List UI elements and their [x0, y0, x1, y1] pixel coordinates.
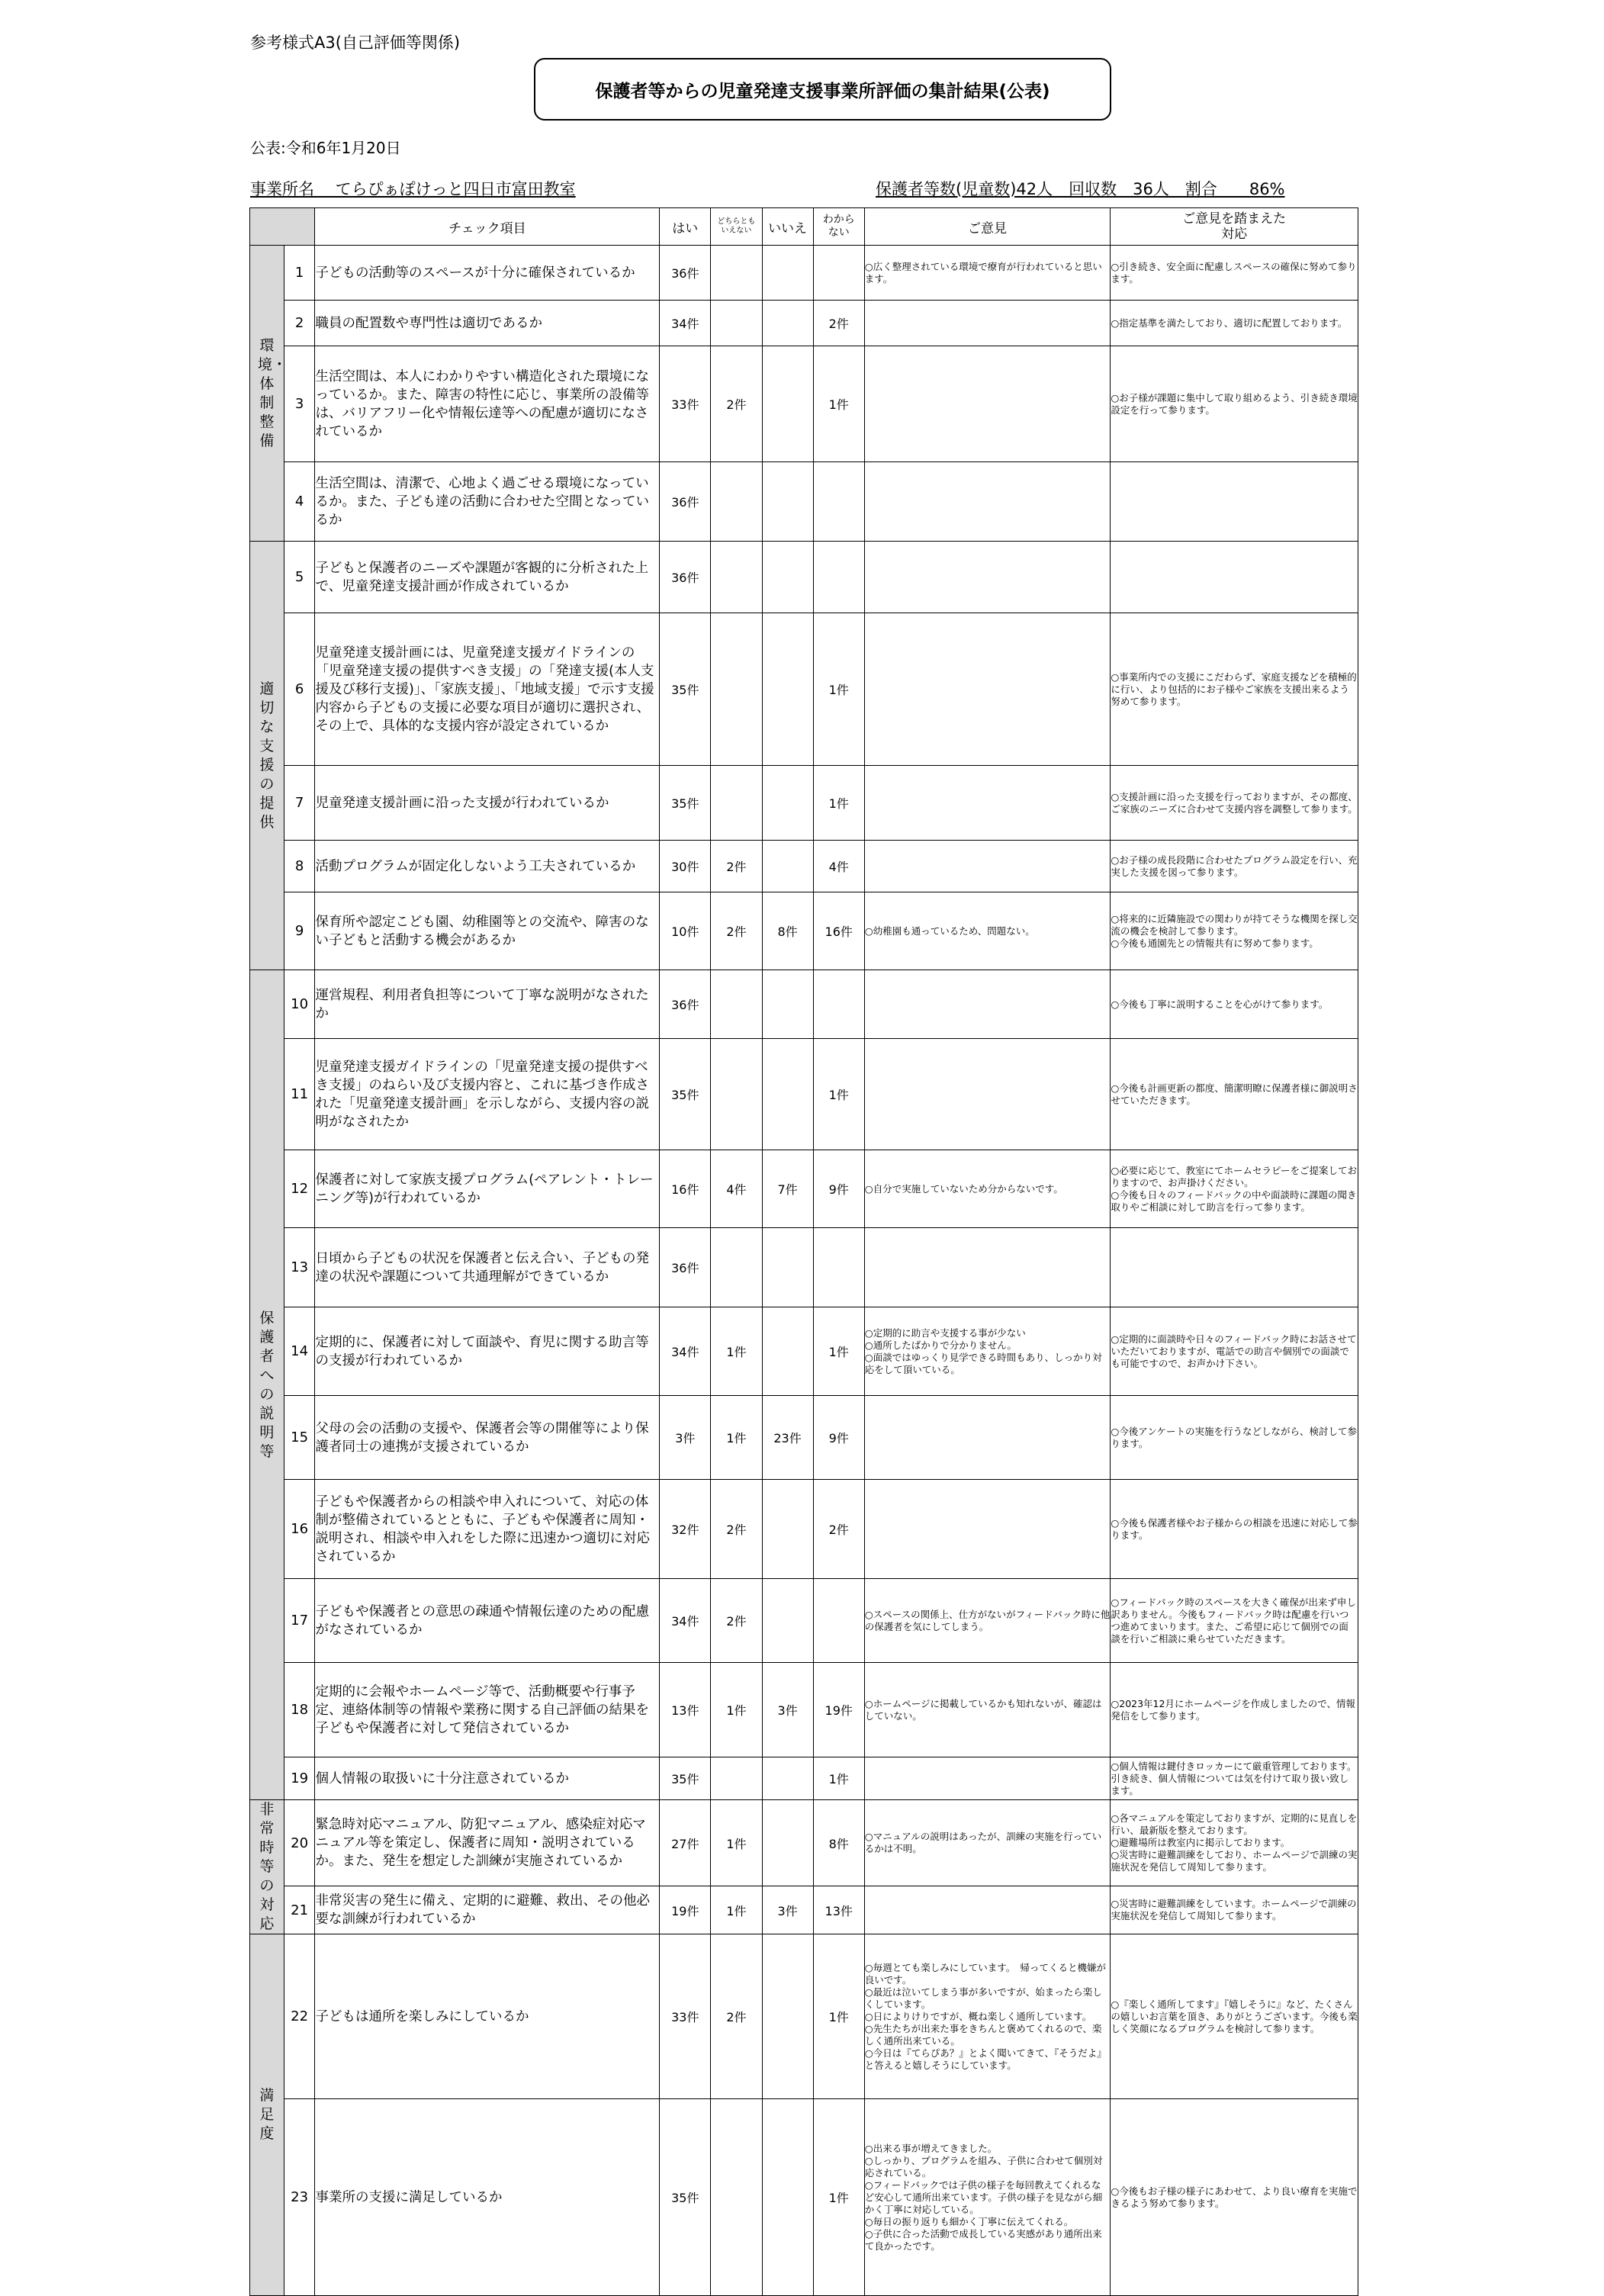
count-yes: 3件 [660, 1396, 711, 1480]
check-item: 生活空間は、清潔で、心地よく過ごせる環境になっているか。また、子ども達の活動に合わせた空間となっているか [315, 462, 660, 542]
check-item: 生活空間は、本人にわかりやすい構造化された環境になっているか。また、障害の特性に応じ、事業所の設備等は、バリアフリー化や情報伝達等への配慮が適切になされているか [315, 346, 660, 462]
count-neither [711, 1228, 762, 1307]
category-label: 非常時等の対応 [259, 1801, 275, 1932]
item-number: 15 [284, 1396, 315, 1480]
count-yes: 33件 [660, 346, 711, 462]
count-unknown: 1件 [813, 1934, 864, 2099]
count-yes: 35件 [660, 1039, 711, 1150]
category-label: 適切な支援の提供 [259, 680, 275, 831]
count-yes: 36件 [660, 462, 711, 542]
check-item: 父母の会の活動の支援や、保護者会等の開催等により保護者同士の連携が支援されているか [315, 1396, 660, 1480]
item-number: 3 [284, 346, 315, 462]
item-number: 11 [284, 1039, 315, 1150]
count-unknown [813, 542, 864, 613]
opinion-cell: ○スペースの関係上、仕方がないがフィードバック時に他の保護者を気にしてしまう。 [864, 1579, 1111, 1663]
count-unknown: 1件 [813, 2099, 864, 2296]
count-no [762, 1307, 813, 1396]
opinion-cell [864, 970, 1111, 1039]
count-unknown: 1件 [813, 1307, 864, 1396]
response-cell [1111, 462, 1358, 542]
opinion-cell [864, 1228, 1111, 1307]
opinion-cell [864, 1480, 1111, 1579]
response-cell: ○今後も保護者様やお子様からの相談を迅速に対応して参ります。 [1111, 1480, 1358, 1579]
item-number: 10 [284, 970, 315, 1039]
check-item: 子どもの活動等のスペースが十分に確保されているか [315, 246, 660, 301]
count-yes: 35件 [660, 2099, 711, 2296]
opinion-cell [864, 1886, 1111, 1934]
item-number: 5 [284, 542, 315, 613]
response-cell [1111, 1228, 1358, 1307]
count-yes: 27件 [660, 1800, 711, 1886]
count-yes: 34件 [660, 1579, 711, 1663]
count-neither: 1件 [711, 1307, 762, 1396]
category-label: 満足度 [259, 2087, 275, 2142]
response-cell: ○各マニュアルを策定しておりますが、定期的に見直しを行い、最新版を整えております。 ○避難場所は教室内に掲示しております。 ○災害時に避難訓練をしており、ホームページで訓練の実施状況を発信して周知して参ります。 [1111, 1800, 1358, 1886]
count-yes: 35件 [660, 1757, 711, 1800]
response-cell: ○事業所内での支援にこだわらず、家庭支援などを積極的に行い、より包括的にお子様やご家族を支援出来るよう努めて参ります。 [1111, 613, 1358, 766]
table-row [250, 841, 1358, 892]
count-no [762, 2099, 813, 2296]
count-yes: 34件 [660, 1307, 711, 1396]
count-no [762, 1579, 813, 1663]
count-no [762, 970, 813, 1039]
count-neither: 4件 [711, 1150, 762, 1228]
page-title: 保護者等からの児童発達支援事業所評価の集計結果(公表) [534, 58, 1111, 121]
count-neither: 2件 [711, 892, 762, 970]
response-cell: ○定期的に面談時や日々のフィードバック時にお話させていただいておりますが、電話での助言や個別での面談でも可能ですので、お声かけ下さい。 [1111, 1307, 1358, 1396]
count-unknown: 1件 [813, 613, 864, 766]
item-number: 6 [284, 613, 315, 766]
item-number: 18 [284, 1663, 315, 1757]
count-no [762, 1934, 813, 2099]
opinion-cell: ○マニュアルの説明はあったが、訓練の実施を行っているかは不明。 [864, 1800, 1111, 1886]
count-no [762, 841, 813, 892]
count-yes: 36件 [660, 970, 711, 1039]
count-yes: 34件 [660, 301, 711, 346]
response-cell: ○今後も計画更新の都度、簡潔明瞭に保護者様に御説明させていただきます。 [1111, 1039, 1358, 1150]
count-neither [711, 2099, 762, 2296]
opinion-cell [864, 766, 1111, 841]
count-yes: 36件 [660, 1228, 711, 1307]
count-no [762, 766, 813, 841]
count-yes: 36件 [660, 246, 711, 301]
check-item: 保護者に対して家族支援プログラム(ペアレント・トレーニング等)が行われているか [315, 1150, 660, 1228]
count-unknown: 1件 [813, 766, 864, 841]
item-number: 13 [284, 1228, 315, 1307]
count-unknown: 1件 [813, 1757, 864, 1800]
opinion-cell [864, 1757, 1111, 1800]
header-neither: どちらとも いえない [711, 208, 762, 246]
table-row [250, 1307, 1358, 1396]
count-unknown [813, 246, 864, 301]
count-neither [711, 301, 762, 346]
count-neither [711, 1039, 762, 1150]
count-unknown: 13件 [813, 1886, 864, 1934]
item-number: 23 [284, 2099, 315, 2296]
response-cell: ○支援計画に沿った支援を行っておりますが、その都度、ご家族のニーズに合わせて支援内容を調整して参ります。 [1111, 766, 1358, 841]
count-unknown [813, 1228, 864, 1307]
item-number: 22 [284, 1934, 315, 2099]
count-unknown [813, 970, 864, 1039]
table-row [250, 1228, 1358, 1307]
table-row [250, 970, 1358, 1039]
table-row [250, 2099, 1358, 2296]
table-row [250, 1934, 1358, 2099]
opinion-cell: ○ホームページに掲載しているかも知れないが、確認はしていない。 [864, 1663, 1111, 1757]
check-item: 子どもや保護者との意思の疎通や情報伝達のための配慮がなされているか [315, 1579, 660, 1663]
count-unknown: 9件 [813, 1396, 864, 1480]
response-cell: ○災害時に避難訓練をしています。ホームページで訓練の実施状況を発信して周知して参ります。 [1111, 1886, 1358, 1934]
item-number: 8 [284, 841, 315, 892]
count-no [762, 1800, 813, 1886]
response-cell: ○指定基準を満たしており、適切に配置しております。 [1111, 301, 1358, 346]
count-no: 23件 [762, 1396, 813, 1480]
check-item: 児童発達支援計画には、児童発達支援ガイドラインの「児童発達支援の提供すべき支援」の「発達支援(本人支援及び移行支援)」、「家族支援」、「地域支援」で示す支援内容から子どもの支援に必要な項目が適切に選択され、その上で、具体的な支援内容が設定されているか [315, 613, 660, 766]
count-neither [711, 246, 762, 301]
opinion-cell: ○出来る事が増えてきました。 ○しっかり、プログラムを組み、子供に合わせて個別対応されている。 ○フィードバックでは子供の様子を毎回教えてくれるなど安心して通所出来ています。子供の様子を見ながら細かく丁寧に対応している。 ○毎日の振り返りも細かく丁寧に伝えてくれる。 ○子供に合った活動で成長している実感があり通所出来て良かったです。 [864, 2099, 1111, 2296]
table-row [250, 542, 1358, 613]
opinion-cell [864, 1396, 1111, 1480]
response-cell: ○引き続き、安全面に配慮しスペースの確保に努めて参ります。 [1111, 246, 1358, 301]
count-no: 8件 [762, 892, 813, 970]
count-no [762, 542, 813, 613]
category-cell [250, 1934, 284, 2296]
count-neither [711, 542, 762, 613]
opinion-cell [864, 841, 1111, 892]
count-no: 3件 [762, 1663, 813, 1757]
check-item: 事業所の支援に満足しているか [315, 2099, 660, 2296]
header-no: いいえ [762, 208, 813, 246]
count-no [762, 1480, 813, 1579]
item-number: 21 [284, 1886, 315, 1934]
count-no [762, 462, 813, 542]
count-unknown [813, 462, 864, 542]
check-item: 子どもや保護者からの相談や申入れについて、対応の体制が整備されているとともに、子どもや保護者に周知・説明され、相談や申入れをした際に迅速かつ適切に対応されているか [315, 1480, 660, 1579]
item-number: 7 [284, 766, 315, 841]
count-unknown: 19件 [813, 1663, 864, 1757]
response-cell: ○フィードバック時のスペースを大きく確保が出来ず申し訳ありません。今後もフィードバック時は配慮を行いつつ進めてまいります。また、ご希望に応じて個別での面談を行いご相談に乗らせていただきます。 [1111, 1579, 1358, 1663]
opinion-cell: ○定期的に助言や支援する事が少ない ○通所したばかりで分かりません。 ○面談ではゆっくり見学できる時間もあり、しっかり対応をして頂いている。 [864, 1307, 1111, 1396]
table-row [250, 1480, 1358, 1579]
opinion-cell [864, 346, 1111, 462]
count-yes: 32件 [660, 1480, 711, 1579]
check-item: 運営規程、利用者負担等について丁寧な説明がなされたか [315, 970, 660, 1039]
item-number: 9 [284, 892, 315, 970]
evaluation-table [249, 207, 1358, 2296]
response-cell: ○今後もお子様の様子にあわせて、より良い療育を実施できるよう努めて参ります。 [1111, 2099, 1358, 2296]
item-number: 12 [284, 1150, 315, 1228]
count-no [762, 346, 813, 462]
response-cell: ○必要に応じて、教室にてホームセラピーをご提案しておりますので、お声掛けください。 ○今後も日々のフィードバックの中や面談時に課題の聞き取りやご相談に対して助言を行って参ります。 [1111, 1150, 1358, 1228]
check-item: 個人情報の取扱いに十分注意されているか [315, 1757, 660, 1800]
opinion-cell: ○広く整理されている環境で療育が行われていると思います。 [864, 246, 1111, 301]
check-item: 非常災害の発生に備え、定期的に避難、救出、その他必要な訓練が行われているか [315, 1886, 660, 1934]
item-number: 20 [284, 1800, 315, 1886]
table-row [250, 346, 1358, 462]
header-response: ご意見を踏まえた 対応 [1111, 208, 1358, 246]
check-item: 活動プログラムが固定化しないよう工夫されているか [315, 841, 660, 892]
category-cell [250, 970, 284, 1800]
header-unknown: わから ない [813, 208, 864, 246]
opinion-cell [864, 613, 1111, 766]
count-unknown: 8件 [813, 1800, 864, 1886]
response-cell: ○個人情報は鍵付きロッカーにて厳重管理しております。引き続き、個人情報については気を付けて取り扱い致します。 [1111, 1757, 1358, 1800]
count-no [762, 1039, 813, 1150]
table-row [250, 613, 1358, 766]
item-number: 16 [284, 1480, 315, 1579]
item-number: 17 [284, 1579, 315, 1663]
table-row [250, 1886, 1358, 1934]
header-yes: はい [660, 208, 711, 246]
survey-stats: 保護者等数(児童数)42人 回収数 36人 割合 86% [876, 180, 1285, 198]
count-unknown: 16件 [813, 892, 864, 970]
check-item: 児童発達支援ガイドラインの「児童発達支援の提供すべき支援」のねらい及び支援内容と、これに基づき作成された「児童発達支援計画」を示しながら、支援内容の説明がなされたか [315, 1039, 660, 1150]
count-no [762, 301, 813, 346]
count-unknown: 2件 [813, 1480, 864, 1579]
opinion-cell [864, 1039, 1111, 1150]
response-cell: ○『楽しく通所してます』『嬉しそうに』など、たくさんの嬉しいお言葉を頂き、ありがとうございます。今後も楽しく笑顔になるプログラムを検討して参ります。 [1111, 1934, 1358, 2099]
table-row [250, 1396, 1358, 1480]
count-unknown: 2件 [813, 301, 864, 346]
check-item: 職員の配置数や専門性は適切であるか [315, 301, 660, 346]
response-cell: ○将来的に近隣施設での関わりが持てそうな機関を探し交流の機会を検討して参ります。 ○今後も通園先との情報共有に努めて参ります。 [1111, 892, 1358, 970]
table-row [250, 301, 1358, 346]
count-unknown: 1件 [813, 346, 864, 462]
check-item: 保育所や認定こども園、幼稚園等との交流や、障害のない子どもと活動する機会があるか [315, 892, 660, 970]
count-yes: 35件 [660, 613, 711, 766]
response-cell: ○お子様が課題に集中して取り組めるよう、引き続き環境設定を行って参ります。 [1111, 346, 1358, 462]
response-cell: ○お子様の成長段階に合わせたプログラム設定を行い、充実した支援を図って参ります。 [1111, 841, 1358, 892]
table-row [250, 1663, 1358, 1757]
table-row [250, 1800, 1358, 1886]
count-no: 7件 [762, 1150, 813, 1228]
header-check-item: チェック項目 [315, 208, 660, 246]
office-name: 事業所名 てらぴぁぽけっと四日市富田教室 [250, 180, 576, 198]
count-yes: 35件 [660, 766, 711, 841]
count-neither: 2件 [711, 1579, 762, 1663]
count-no [762, 613, 813, 766]
opinion-cell [864, 301, 1111, 346]
count-no [762, 1757, 813, 1800]
table-row [250, 1150, 1358, 1228]
count-yes: 33件 [660, 1934, 711, 2099]
item-number: 19 [284, 1757, 315, 1800]
opinion-cell: ○自分で実施していないため分からないです。 [864, 1150, 1111, 1228]
header-opinion: ご意見 [864, 208, 1111, 246]
count-no [762, 1228, 813, 1307]
category-label: 保護者への説明等 [259, 1309, 275, 1460]
count-yes: 36件 [660, 542, 711, 613]
check-item: 緊急時対応マニュアル、防犯マニュアル、感染症対応マニュアル等を策定し、保護者に周知・説明されているか。また、発生を想定した訓練が実施されているか [315, 1800, 660, 1886]
response-cell: ○今後も丁寧に説明することを心がけて参ります。 [1111, 970, 1358, 1039]
count-unknown: 9件 [813, 1150, 864, 1228]
table-row [250, 766, 1358, 841]
count-neither: 2件 [711, 1934, 762, 2099]
count-neither [711, 970, 762, 1039]
response-cell: ○今後アンケートの実施を行うなどしながら、検討して参ります。 [1111, 1396, 1358, 1480]
item-number: 1 [284, 246, 315, 301]
count-yes: 16件 [660, 1150, 711, 1228]
count-yes: 30件 [660, 841, 711, 892]
count-no: 3件 [762, 1886, 813, 1934]
table-row [250, 246, 1358, 301]
count-neither [711, 766, 762, 841]
table-row [250, 1757, 1358, 1800]
count-unknown: 1件 [813, 1039, 864, 1150]
table-row [250, 1579, 1358, 1663]
check-item: 児童発達支援計画に沿った支援が行われているか [315, 766, 660, 841]
category-cell [250, 542, 284, 970]
item-number: 14 [284, 1307, 315, 1396]
count-no [762, 246, 813, 301]
category-cell [250, 1800, 284, 1934]
opinion-cell: ○毎週とても楽しみにしています。 帰ってくると機嫌が良いです。 ○最近は泣いてしまう事が多いですが、始まったら楽しくしています。 ○日によりけりですが、概ね楽しく通所しています。 ○先生たちが出来た事をきちんと褒めてくれるので、楽しく通所出来ている。 ○今日は『てらぴあ？』とよく聞いてきて、『そうだよ』と答えると嬉しそうにしています。 [864, 1934, 1111, 2099]
category-cell [250, 246, 287, 542]
count-unknown [813, 1579, 864, 1663]
category-label: 環境・体制整備 [257, 336, 287, 449]
count-neither: 1件 [711, 1663, 762, 1757]
response-cell: ○2023年12月にホームページを作成しましたので、情報発信をして参ります。 [1111, 1663, 1358, 1757]
check-item: 子どもは通所を楽しみにしているか [315, 1934, 660, 2099]
count-neither: 1件 [711, 1886, 762, 1934]
opinion-cell [864, 542, 1111, 613]
item-number: 4 [284, 462, 315, 542]
response-cell [1111, 542, 1358, 613]
table-row [250, 1039, 1358, 1150]
form-label: 参考様式A3(自己評価等関係) [250, 34, 461, 52]
item-number: 2 [284, 301, 315, 346]
table-row [250, 462, 1358, 542]
check-item: 子どもと保護者のニーズや課題が客観的に分析された上で、児童発達支援計画が作成されているか [315, 542, 660, 613]
count-neither: 2件 [711, 841, 762, 892]
count-neither: 1件 [711, 1396, 762, 1480]
opinion-cell [864, 462, 1111, 542]
table-row [250, 892, 1358, 970]
count-yes: 10件 [660, 892, 711, 970]
check-item: 定期的に会報やホームページ等で、活動概要や行事予定、連絡体制等の情報や業務に関する自己評価の結果を子どもや保護者に対して発信されているか [315, 1663, 660, 1757]
count-neither: 1件 [711, 1800, 762, 1886]
check-item: 定期的に、保護者に対して面談や、育児に関する助言等の支援が行われているか [315, 1307, 660, 1396]
opinion-cell: ○幼稚園も通っているため、問題ない。 [864, 892, 1111, 970]
count-neither: 2件 [711, 1480, 762, 1579]
count-neither: 2件 [711, 346, 762, 462]
count-neither [711, 1757, 762, 1800]
header-blank [250, 208, 315, 246]
count-yes: 19件 [660, 1886, 711, 1934]
check-item: 日頃から子どもの状況を保護者と伝え合い、子どもの発達の状況や課題について共通理解ができているか [315, 1228, 660, 1307]
count-yes: 13件 [660, 1663, 711, 1757]
publication-date: 公表:令和6年1月20日 [250, 139, 401, 157]
count-unknown: 4件 [813, 841, 864, 892]
count-neither [711, 462, 762, 542]
count-neither [711, 613, 762, 766]
